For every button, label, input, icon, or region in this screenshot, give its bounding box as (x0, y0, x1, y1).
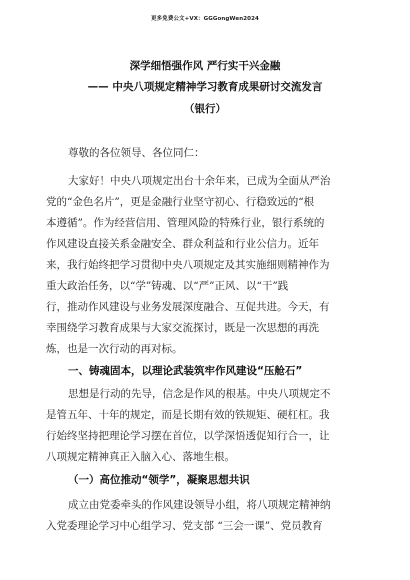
paragraph-line: 是管五年、十年的规定，而是长期有效的铁规矩、硬杠杠。我 (46, 409, 330, 421)
paragraph-line: 成立由党委牵头的作风建设领导小组，将八项规定精神纳 (68, 499, 331, 511)
paragraph-line: 八项规定精神真正入脑入心、落地生根。 (46, 451, 235, 463)
header-note: 更多免费公文+VX：GGGongWen2024 (151, 16, 259, 22)
paragraph-line: 本遵循”。作为经营信用、管理风险的特殊行业，银行系统的 (46, 217, 325, 229)
document-organization: （银行） (184, 103, 226, 115)
salutation: 尊敬的各位领导、各位同仁： (68, 147, 205, 159)
paragraph-line: 行始终坚持把理论学习摆在首位，以学深悟透促知行合一，让 (46, 430, 330, 442)
paragraph-line: 作风建设直接关系金融安全、群众利益和行业公信力。近年 (46, 238, 319, 250)
paragraph-line: 幸围绕学习教育成果与大家交流探讨，既是一次思想的再洗 (46, 322, 319, 334)
paragraph-line: 入党委理论学习中心组学习、党支部 “三会一课”、党员教育 (46, 520, 323, 532)
section-heading: 一、铸魂固本，以理论武装筑牢作风建设“压舱石” (68, 365, 303, 377)
document-subtitle: —— 中央八项规定精神学习教育成果研讨交流发言 (87, 81, 323, 93)
paragraph-line: 炼，也是一次行动的再对标。 (46, 343, 183, 355)
subsection-heading: （一）高位推动“领学”，凝聚思想共识 (68, 474, 250, 486)
paragraph-line: 思想是行动的先导，信念是作风的根基。中央八项规定不 (68, 388, 331, 400)
document-title: 深学细悟强作风 严行实干兴金融 (129, 60, 281, 72)
paragraph-line: 来，我行始终把学习贯彻中央八项规定及其实施细则精神作为 (46, 259, 330, 271)
paragraph-line: 党的“金色名片”，更是金融行业坚守初心、行稳致远的“根 (46, 196, 315, 208)
paragraph-line: 大家好！中央八项规定出台十余年来，已成为全面从严治 (68, 175, 331, 187)
paragraph-line: 行，推动作风建设与业务发展深度融合、互促共进。今天，有 (46, 301, 330, 313)
paragraph-line: 重大政治任务，以“学”铸魂、以“严”正风、以“干”践 (46, 280, 289, 292)
